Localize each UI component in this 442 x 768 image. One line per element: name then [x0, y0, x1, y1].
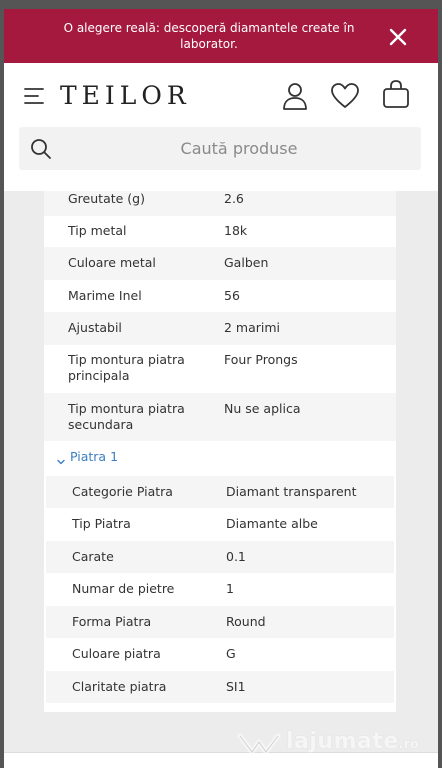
cart-icon[interactable]: [382, 79, 410, 109]
spec-label: Marime Inel: [68, 288, 142, 303]
spec-value: 2 marimi: [224, 320, 281, 335]
spec-row: [44, 345, 396, 393]
stone-label: Categorie Piatra: [72, 484, 173, 499]
stone-row: [46, 541, 394, 573]
spec-value: Galben: [224, 255, 269, 270]
spec-value: Four Prongs: [224, 352, 298, 367]
spec-value: 56: [224, 288, 240, 303]
stone-value: 1: [226, 581, 234, 596]
search-bar: [19, 127, 421, 170]
stone-row: [46, 476, 394, 508]
spec-value: 2.6: [224, 191, 244, 206]
spec-label: Ajustabil: [68, 320, 122, 335]
stone-row: [46, 606, 394, 638]
search-icon[interactable]: [30, 138, 52, 160]
stone-label: Numar de pietre: [72, 581, 175, 596]
stone-value: Diamante albe: [226, 516, 318, 531]
account-icon[interactable]: [282, 82, 308, 110]
close-icon[interactable]: [387, 26, 409, 48]
stone-value: Diamant transparent: [226, 484, 357, 499]
stone-label: Culoare piatra: [72, 646, 161, 661]
frame-right: [438, 0, 442, 768]
watermark-text: lajumate.ro: [286, 729, 420, 754]
spec-label: Culoare metal: [68, 255, 156, 270]
product-specs: [44, 191, 396, 712]
stone-row: [46, 573, 394, 606]
stone-label: Carate: [72, 549, 114, 564]
promo-banner: [4, 9, 438, 63]
stone-row: [46, 671, 394, 703]
promo-text: O alegere reală: descoperă diamantele create în laborator.: [63, 21, 355, 51]
watermark: [236, 724, 436, 764]
site-header: [4, 63, 438, 191]
stone-label: Claritate piatra: [72, 679, 167, 694]
chevron-down-icon: [56, 452, 66, 462]
menu-icon[interactable]: [24, 87, 46, 105]
spec-label: Tip montura piatra principala: [68, 352, 185, 383]
spec-row: [44, 247, 396, 280]
spec-value: 18k: [224, 223, 248, 238]
stone-row: [46, 638, 394, 671]
stone-value: G: [226, 646, 236, 661]
stone-value: Round: [226, 614, 266, 629]
stone-label: Forma Piatra: [72, 614, 152, 629]
stone-value: 0.1: [226, 549, 246, 564]
watermark-logo-icon: [236, 726, 282, 760]
stone-label: Tip Piatra: [72, 516, 131, 531]
spec-row: [44, 280, 396, 312]
stone-section-title: Piatra 1: [70, 449, 119, 464]
heart-icon[interactable]: [330, 82, 360, 110]
spec-label: Tip montura piatra secundara: [68, 401, 185, 432]
spec-row: [44, 191, 396, 216]
spec-row: [44, 216, 396, 247]
spec-row: [44, 312, 396, 345]
search-input[interactable]: [59, 127, 419, 170]
logo[interactable]: TEILOR: [60, 81, 191, 110]
stone-value: SI1: [226, 679, 246, 694]
spec-value: Nu se aplica: [224, 401, 301, 416]
spec-label: Tip metal: [68, 223, 127, 238]
stone-section-toggle[interactable]: [44, 441, 396, 473]
spec-label: Greutate (g): [68, 191, 145, 206]
stone-row: [46, 508, 394, 541]
status-strip: [0, 0, 442, 9]
spec-row: [44, 393, 396, 441]
